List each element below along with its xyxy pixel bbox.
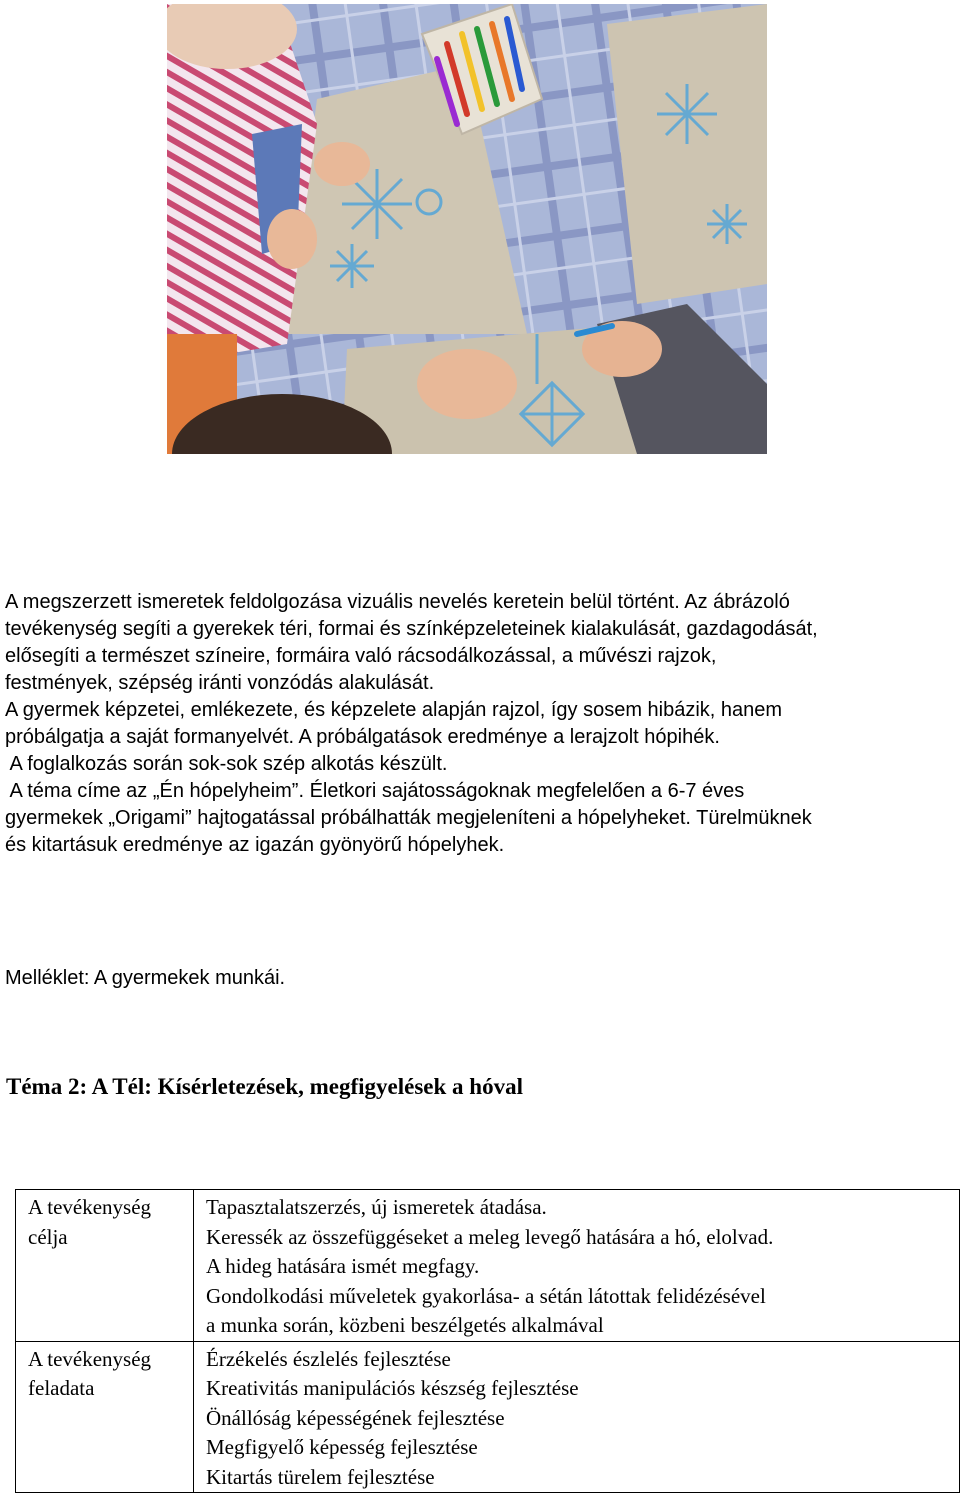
body-line: A téma címe az „Én hópelyheim”. Életkori sajátosságoknak megfelelően a 6-7 éves (5, 780, 745, 802)
content-line: Tapasztalatszerzés, új ismeretek átadása. (206, 1195, 547, 1219)
body-line: festmények, szépség iránti vonzódás alakulását. (5, 672, 435, 694)
attachment-note (5, 965, 955, 992)
content-line: Érzékelés észlelés fejlesztése (206, 1346, 451, 1371)
row-label-line: célja (28, 1224, 68, 1249)
row-label-line: A tevékenység (28, 1195, 152, 1219)
body-line: elősegíti a természet színeire, formáira való rácsodálkozással, a művészi rajzok, (5, 645, 717, 667)
body-line: tevékenység segíti a gyerekek téri, formai és színképzeleteinek kialakulását, gazdagodását, (5, 618, 818, 640)
content-line: Gondolkodási műveletek gyakorlása- a sétán látottak felidézésével (206, 1283, 766, 1308)
content-line: Keressék az összefüggéseket a meleg levegő hatására a hó, elolvad. (206, 1224, 774, 1249)
table-row (16, 1190, 960, 1342)
row-content-cell (194, 1190, 960, 1342)
row-label-line: feladata (28, 1376, 95, 1400)
row-content-cell (194, 1341, 960, 1493)
table-row (16, 1341, 960, 1493)
section-heading: Téma 2: A Tél: Kísérletezések, megfigyelések a hóval (6, 1074, 523, 1099)
row-label-line: A tevékenység (28, 1346, 152, 1371)
content-line: Kitartás türelem fejlesztése (206, 1464, 435, 1489)
children-drawing-photo (167, 4, 767, 454)
activity-table (15, 1189, 960, 1493)
body-line: gyermekek „Origami” hajtogatással próbálhatták megjeleníteni a hópelyheket. Türelmüknek (5, 807, 812, 829)
body-line: A foglalkozás során sok-sok szép alkotás készült. (5, 753, 448, 775)
content-line: A hideg hatására ismét megfagy. (206, 1254, 480, 1278)
body-line: A gyermek képzetei, emlékezete, és képzelete alapján rajzol, így sosem hibázik, hanem (5, 699, 783, 721)
attachment-text: Melléklet: A gyermekek munkái. (5, 967, 286, 989)
body-text (5, 589, 955, 859)
content-line: Kreativitás manipulációs készség fejlesztése (206, 1376, 579, 1400)
content-line: Megfigyelő képesség fejlesztése (206, 1435, 478, 1459)
body-line: próbálgatja a saját formanyelvét. A próbálgatások eredménye a lerajzolt hópihék. (5, 726, 720, 748)
body-line: és kitartásuk eredménye az igazán gyönyörű hópelyhek. (5, 834, 505, 856)
row-label-cell (16, 1190, 194, 1342)
row-label-cell (16, 1341, 194, 1493)
body-line: A megszerzett ismeretek feldolgozása vizuális nevelés keretein belül történt. Az ábrázoló (5, 591, 790, 613)
content-line: Önállóság képességének fejlesztése (206, 1405, 505, 1430)
content-line: a munka során, közbeni beszélgetés alkalmával (206, 1313, 604, 1337)
